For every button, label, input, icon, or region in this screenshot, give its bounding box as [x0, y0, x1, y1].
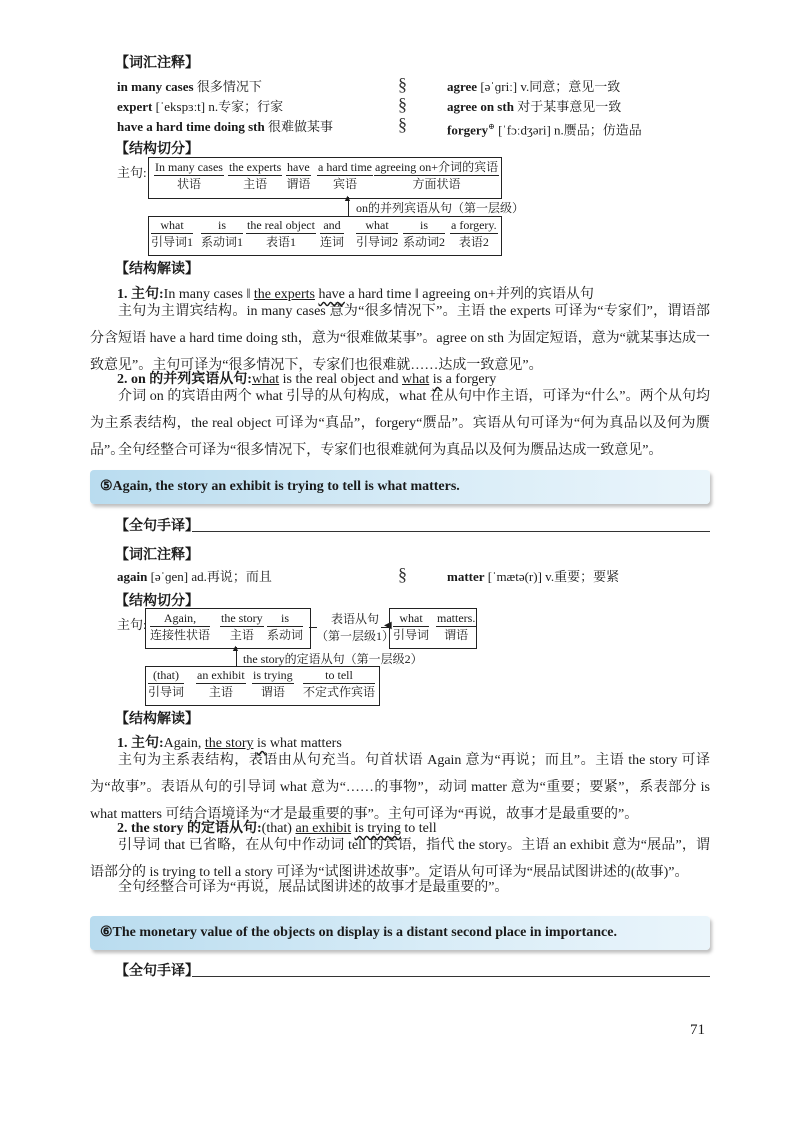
- analysis-point-1: 1. 主句:In many cases ‖ the experts have a hard time ‖ agreeing on+并列的宾语从句: [117, 287, 594, 302]
- vocab-left-1: again [əˈɡen] ad.再说；而且: [117, 569, 272, 584]
- diag2-cell: Again, 连接性状语: [150, 611, 211, 642]
- arrow-left-icon: ◀: [384, 620, 392, 631]
- diag2-cell: is 系动词: [267, 611, 304, 642]
- analysis-point-1: 1. 主句:Again, the story is what matters: [117, 736, 342, 751]
- connector-line: [309, 627, 317, 628]
- wave-divider-icon: §: [398, 74, 407, 94]
- translate-heading: 【全句手译】: [115, 964, 199, 979]
- diag2-cell: is trying 谓语: [253, 668, 293, 699]
- wave-divider-icon: §: [398, 94, 407, 114]
- analysis-summary: 全句经整合可译为“很多情况下，专家们也很难就何为真品以及何为赝品达成一致意见”。: [118, 443, 663, 458]
- page-number: 71: [690, 1022, 705, 1038]
- diag2-cell: what 引导词: [393, 611, 430, 642]
- vocab-right-1: matter [ˈmætə(r)] v.重要；要紧: [447, 569, 620, 584]
- wave-divider-icon: §: [398, 114, 407, 134]
- diag1-cell: is 系动词1: [201, 218, 244, 249]
- analysis-paragraph: 引导词 that 已省略，在从句中作动词 tell 的宾语，指代 the story。主语 an exhibit 意为“展品”，谓语部分的 is trying to tell a story 可译为“试图讲述故事”。定语从句可译为“展品试图讲述的(故事)”。: [90, 838, 710, 880]
- arrow-up-icon: ▲: [343, 193, 352, 203]
- vocab-left-3: have a hard time doing sth 很难做某事: [117, 119, 333, 134]
- vocab-right-3: forgery⊕ [ˈfɔːdʒəri] n.赝品；仿造品: [447, 122, 642, 138]
- analysis-summary: 全句经整合可译为“再说，展品试图讲述的故事才是最重要的”。: [118, 880, 509, 895]
- diag2-cell: (that) 引导词: [148, 668, 185, 699]
- reading-heading: 【结构解读】: [115, 262, 199, 277]
- analysis-point-2: 2. the story 的定语从句:(that) an exhibit is trying to tell: [117, 821, 437, 836]
- translation-answer-line[interactable]: [192, 975, 710, 977]
- split-heading: 【结构切分】: [115, 594, 199, 609]
- vocab-heading: 【词汇注释】: [115, 548, 199, 563]
- diag1-cell: the real object 表语1: [247, 218, 315, 249]
- diag1-cell: In many cases 状语: [155, 160, 223, 191]
- sentence-banner-5: ⑤Again, the story an exhibit is trying to tell is what matters.: [90, 470, 710, 504]
- predicative-clause-note: 表语从句 （第一层级1）: [316, 612, 395, 643]
- reading-heading: 【结构解读】: [115, 712, 199, 727]
- diag1-cell: a forgery. 表语2: [451, 218, 497, 249]
- analysis-point-2: 2. on 的并列宾语从句:what is the real object and what is a forgery: [117, 372, 497, 387]
- diag2-cell: the story 主语: [221, 611, 263, 642]
- arrow-up-icon: ▲: [231, 643, 240, 653]
- arrow-label: on的并列宾语从句（第一层级）: [356, 201, 525, 215]
- split-heading: 【结构切分】: [115, 142, 199, 157]
- arrow-label: the story的定语从句（第一层级2）: [243, 652, 423, 666]
- diag1-cell: a hard time 宾语: [318, 160, 372, 191]
- sentence-banner-6: ⑥The monetary value of the objects on display is a distant second place in importance.: [90, 916, 710, 950]
- diag1-cell: have 谓语: [286, 160, 311, 191]
- translate-heading: 【全句手译】: [115, 519, 199, 534]
- vocab-right-1: agree [əˈɡriː] v.同意；意见一致: [447, 79, 621, 94]
- main-clause-label: 主句:: [117, 165, 147, 180]
- diag1-cell: the experts 主语: [229, 160, 282, 191]
- diag2-cell: to tell 不定式作宾语: [303, 668, 376, 699]
- diag2-cell: matters. 谓语: [437, 611, 476, 642]
- translation-answer-line[interactable]: [192, 530, 710, 532]
- diag1-cell: agreeing on+介词的宾语 方面状语: [375, 160, 499, 191]
- analysis-paragraph: 主句为主谓宾结构。in many cases 意为“很多情况下”。主语 the experts 可译为“专家们”，谓语部分含短语 have a hard time doing sth，意为“很难做某事”。agree on sth 为固定短语，意为“就某事达成一致意见”。主句可译为“很多情况下，专家们也很难就……达成一致意见”。: [90, 304, 710, 373]
- diag1-cell: what 引导词1: [151, 218, 194, 249]
- diag2-cell: an exhibit 主语: [197, 668, 245, 699]
- diag1-cell: and 连词: [320, 218, 345, 249]
- main-clause-label: 主句:: [117, 617, 147, 632]
- analysis-paragraph: 主句为主系表结构，表语由从句充当。句首状语 Again 意为“再说；而且”。主语 the story 可译为“故事”。表语从句的引导词 what 意为“……的事物”，动词 matter 意为“重要；要紧”，系表部分 is what matters 可结合语境译为“才是最重要的事”。主句可译为“再说，故事才是最重要的”。: [90, 753, 710, 822]
- vocab-right-2: agree on sth 对于某事意见一致: [447, 99, 622, 114]
- diag1-cell: what 引导词2: [356, 218, 399, 249]
- vocab-left-2: expert [ˈekspɜːt] n.专家；行家: [117, 99, 284, 114]
- wave-divider-icon: §: [398, 564, 407, 584]
- diag1-cell: is 系动词2: [403, 218, 446, 249]
- vocab-heading: 【词汇注释】: [115, 56, 199, 71]
- vocab-left-1: in many cases 很多情况下: [117, 79, 262, 94]
- analysis-paragraph: 介词 on 的宾语由两个 what 引导的从句构成，what 在从句中作主语，可译为“什么”。两个从句均为主系表结构，the real object 可译为“真品”，forgery“赝品”。宾语从句可译为“何为真品以及何为赝品”。: [90, 389, 710, 458]
